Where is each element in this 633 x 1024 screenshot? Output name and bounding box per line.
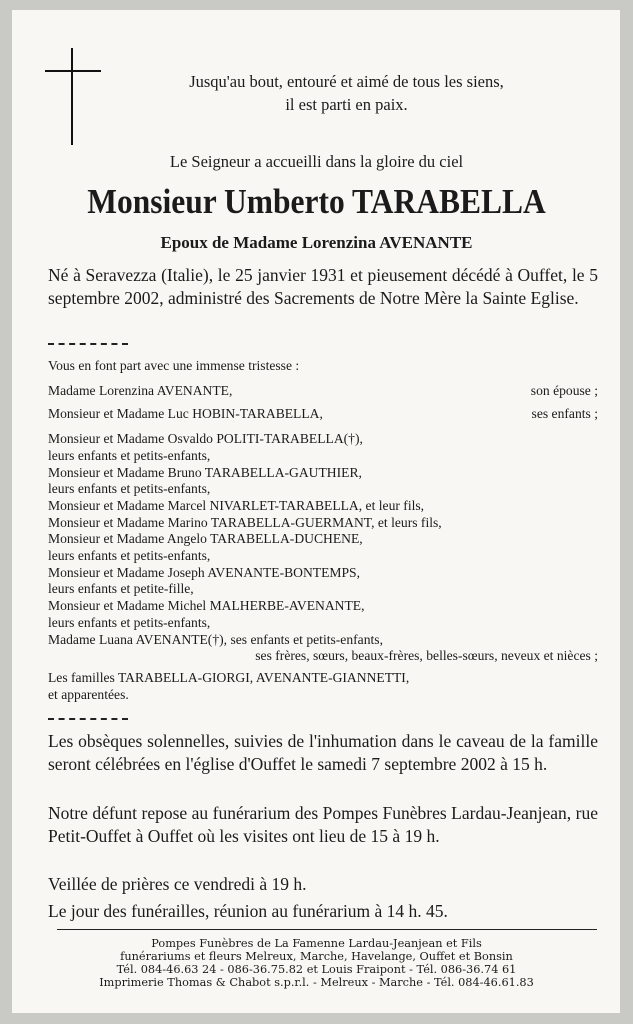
family-line: Monsieur et Madame Michel MALHERBE-AVENANTE, [48,598,365,614]
footer-line: funérariums et fleurs Melreux, Marche, Havelange, Ouffet et Bonsin [120,950,513,963]
divider [48,718,128,720]
family-lines [48,431,598,665]
family-line: Monsieur et Madame Joseph AVENANTE-BONTEMPS, [48,564,361,580]
footer-line: Tél. 084-46.63 24 - 086-36.75.82 et Louis Fraipont - Tél. 086-36.74 61 [116,963,517,976]
family-row-children: Monsieur et Madame Luc HOBIN-TARABELLA, ses enfants ; [48,406,598,422]
family-line: Monsieur et Madame Angelo TARABELLA-DUCHENE, [48,531,363,547]
epigraph-line-2: il est parti en paix. [285,95,408,114]
vigil-paragraph: Veillée de prières ce vendredi à 19 h. [48,874,307,894]
family-row-spouse: Madame Lorenzina AVENANTE, son épouse ; [48,382,598,398]
families-line: et apparentées. [48,686,129,702]
family-line: leurs enfants et petits-enfants, [48,614,211,630]
family-line: Monsieur et Madame Marino TARABELLA-GUERMANT, et leurs fils, [48,514,442,530]
rest-paragraph: Notre défunt repose au funérarium des Pompes Funèbres Lardau-Jeanjean, rue Petit-Ouffet à Ouffet où les visites ont lieu de 15 à 19 h. [48,803,598,846]
birth-death-paragraph: Né à Seravezza (Italie), le 25 janvier 1931 et pieusement décédé à Ouffet, le 5 septembre 2002, administré des Sacrements de Notre Mère la Sainte Eglise. [48,265,598,308]
funeral-paragraph: Les obsèques solennelles, suivies de l'inhumation dans le caveau de la famille seront célébrées en l'église d'Ouffet le samedi 7 septembre 2002 à 15 h. [48,731,598,774]
family-line: Monsieur et Madame Bruno TARABELLA-GAUTHIER, [48,464,362,480]
deceased-name: Monsieur Umberto TARABELLA [87,182,546,221]
family-line: Monsieur et Madame Marcel NIVARLET-TARABELLA, et leur fils, [48,497,425,513]
footer-line: Pompes Funèbres de La Famenne Lardau-Jeanjean et Fils [151,937,482,950]
family-list [48,358,598,703]
spouse-line: Epoux de Madame Lorenzina AVENANTE [160,233,473,252]
family-line: leurs enfants et petite-fille, [48,581,194,597]
divider [48,343,128,345]
footer-line: Imprimerie Thomas & Chabot s.p.r.l. - Melreux - Marche - Tél. 084-46.61.83 [99,976,534,989]
announce-text: Vous en font part avec une immense tristesse : [48,358,300,373]
family-line: leurs enfants et petits-enfants, [48,481,211,497]
funeral-day-paragraph: Le jour des funérailles, réunion au funérarium à 14 h. 45. [48,901,448,921]
families-line: Les familles TARABELLA-GIORGI, AVENANTE-GIANNETTI, [48,669,410,685]
intro-text: Le Seigneur a accueilli dans la gloire du ciel [169,152,464,171]
family-line: Monsieur et Madame Osvaldo POLITI-TARABELLA(†), [48,431,363,447]
epigraph-line-1: Jusqu'au bout, entouré et aimé de tous les siens, [189,72,504,91]
family-line: leurs enfants et petits-enfants, [48,447,211,463]
siblings-line: ses frères, sœurs, beaux-frères, belles-sœurs, neveux et nièces ; [255,648,598,664]
footer-rule [57,929,597,930]
family-line: Madame Luana AVENANTE(†), ses enfants et petits-enfants, [48,631,383,647]
family-line: leurs enfants et petits-enfants, [48,548,211,564]
